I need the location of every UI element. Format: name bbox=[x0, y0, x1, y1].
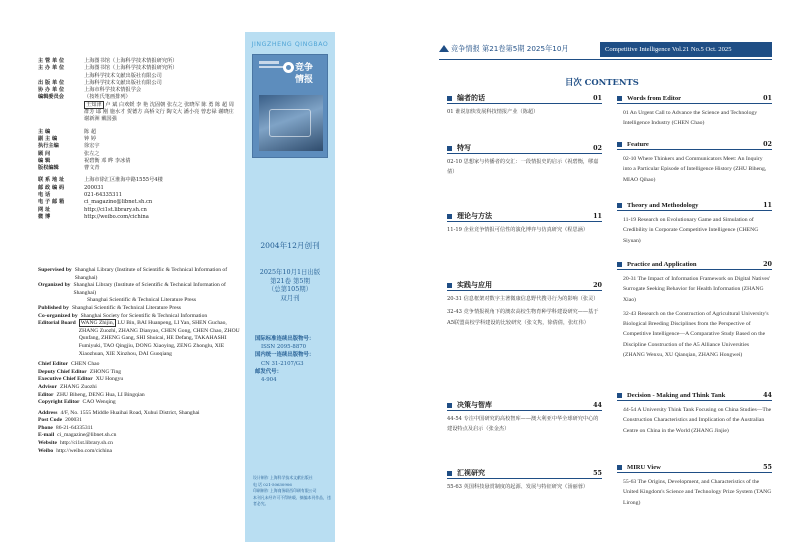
cn-label: 顾 问 bbox=[38, 150, 51, 157]
contents-page bbox=[405, 0, 810, 551]
section-title[interactable]: Words from Editor bbox=[627, 94, 682, 102]
board-other-members: 卢 斌 白欢媛 李 艳 沈固朝 张左之 张晓军 陈 勇 陈 超 周群芳 耶 刚 施水才 贺德方 高桥文行 陶文大 潘小亮 曾忠禄 谢晓庄 谢新洲 戴国强 bbox=[84, 101, 234, 123]
cn-value: ci_magazine@libnet.sh.cn bbox=[84, 199, 153, 206]
en-value: Shanghai Scientific & Technical Literature Press bbox=[71, 304, 181, 311]
cn-row bbox=[38, 87, 238, 94]
en-row bbox=[38, 267, 242, 282]
pub-date: 2025年10月1日出版 bbox=[259, 268, 321, 276]
en-row bbox=[38, 376, 242, 384]
cn-label: 微 博 bbox=[38, 213, 51, 220]
toc-section bbox=[447, 401, 602, 435]
toc-entry[interactable]: 02-10 思想家与传播者的交汇：一段情报史的启示（祝碧衡，缪嘉倩） bbox=[447, 159, 599, 176]
cn-label: 版权编辑 bbox=[38, 165, 59, 172]
cn-value: 021-64335311 bbox=[84, 192, 123, 199]
volume-issue: 第21卷 第5期 bbox=[270, 276, 310, 285]
en-label: Post Code bbox=[38, 417, 63, 424]
cn-value: 陈 超 bbox=[84, 128, 97, 135]
cn-value: （按姓氏笔画排列） bbox=[84, 94, 131, 101]
total-issue: （总第105期） bbox=[267, 285, 313, 294]
section-header bbox=[447, 144, 602, 154]
en-label: Executive Chief Editor bbox=[38, 376, 93, 383]
cn-row bbox=[38, 129, 238, 136]
section-header bbox=[617, 260, 772, 270]
cn-label: 出 版 单 位 bbox=[38, 79, 65, 86]
square-bullet-icon bbox=[617, 96, 622, 101]
cn-label: 副 主 编 bbox=[38, 135, 58, 142]
cn-row bbox=[38, 65, 238, 72]
toc-section bbox=[447, 94, 602, 117]
section-page: 11 bbox=[763, 201, 772, 209]
en-value: ZHANG Zuozhi bbox=[59, 383, 97, 390]
section-title[interactable]: 实践与应用 bbox=[457, 280, 492, 289]
square-bullet-icon bbox=[447, 214, 452, 219]
cn-row bbox=[38, 185, 238, 192]
cn-label bbox=[38, 73, 84, 80]
cn-value: http://weibo.com/cichina bbox=[84, 213, 149, 220]
section-header bbox=[447, 94, 602, 104]
cn-value: 上海科学技术文献出版社有限公司 bbox=[84, 79, 162, 86]
section-header bbox=[617, 140, 772, 150]
cn-row bbox=[38, 177, 238, 184]
section-page: 01 bbox=[763, 94, 772, 102]
cover-column bbox=[245, 32, 335, 542]
section-header bbox=[447, 469, 602, 479]
cn-board-row bbox=[38, 102, 238, 124]
cn-row bbox=[38, 73, 238, 80]
cn-label: 执行主编 bbox=[38, 143, 59, 150]
en-label: Editorial Board bbox=[38, 320, 76, 327]
toc-section bbox=[447, 144, 602, 178]
cover-thumbnail bbox=[252, 54, 328, 158]
cn-label: 联 系 地 址 bbox=[38, 177, 65, 184]
en-row bbox=[38, 448, 242, 456]
toc-section bbox=[617, 463, 772, 508]
en-value: CHEN Chao bbox=[71, 361, 100, 368]
en-row bbox=[38, 399, 242, 407]
en-row bbox=[38, 369, 242, 377]
cn-label bbox=[38, 102, 84, 124]
cover-footnote bbox=[253, 475, 333, 508]
square-bullet-icon bbox=[617, 142, 622, 147]
section-page: 02 bbox=[593, 144, 602, 152]
toc-entry[interactable]: 01 An Urgent Call to Advance the Science and Technology Intelligence Industry (CHEN Chao) bbox=[623, 110, 758, 127]
section-header bbox=[617, 391, 772, 401]
en-value: http://ci1st.library.sh.cn bbox=[59, 440, 113, 447]
toc-entry[interactable]: 32-43 Research on the Construction of Agricultural University's Biological Breeding Disciplines from the Perspective of Competitive Intelligence—A Comparative Study Based on the Discipline Construction of the A5 Alliance Universities (ZHANG Wenxu, XU Qianqian, ZHANG Hongwei) bbox=[623, 310, 769, 359]
cn-value: 祝碧衡 邓 晔 李冰倩 bbox=[84, 157, 131, 164]
section-title[interactable]: 编者的话 bbox=[457, 93, 485, 102]
toc-entry[interactable]: 44-54 A University Think Tank Focusing on China Studies—The Construction Characteristics and Implication of the Australian Centre on China in the World (ZHANG Jinjie) bbox=[623, 407, 772, 434]
cn-row bbox=[38, 158, 238, 165]
cn-value: 200031 bbox=[84, 184, 104, 191]
section-page: 44 bbox=[593, 401, 602, 409]
cn-row bbox=[38, 207, 238, 214]
en-value: CAO Wenqing bbox=[82, 399, 116, 406]
foot-line: 电 话 021-50630906 bbox=[253, 481, 292, 487]
square-bullet-icon bbox=[617, 203, 622, 208]
square-bullet-icon bbox=[447, 471, 452, 476]
section-title[interactable]: Decision - Making and Think Tank bbox=[627, 391, 726, 399]
cn-rows-2 bbox=[38, 129, 238, 173]
section-title[interactable]: 特写 bbox=[457, 143, 471, 152]
running-header-en: Competitive Intelligence Vol.21 No.5 Oct. 2025 bbox=[600, 42, 772, 57]
section-title[interactable]: 理论与方法 bbox=[457, 211, 492, 220]
en-row bbox=[38, 305, 242, 313]
frequency: 双月刊 bbox=[280, 293, 300, 302]
section-title[interactable]: MIRU View bbox=[627, 463, 661, 471]
toc-section bbox=[617, 201, 772, 246]
en-label: E-mail bbox=[38, 432, 55, 439]
cn-label: 邮 政 编 码 bbox=[38, 184, 65, 191]
board-first-member-en: WANG Zhijin, bbox=[80, 320, 115, 327]
toc-entry[interactable]: 01 谁说加快发展科技情报产业（陈超） bbox=[447, 109, 539, 115]
cn-value: 上海市徐汇区淮海中路1555号4楼 bbox=[84, 177, 163, 184]
cn-value: 曹文青 bbox=[84, 165, 100, 172]
en-row bbox=[38, 361, 242, 369]
running-header-cn bbox=[439, 44, 569, 54]
cn-rows-1 bbox=[38, 58, 238, 124]
cn-code-value: CN 31-2107/G3 bbox=[261, 360, 304, 367]
en-label: Advisor bbox=[38, 383, 57, 390]
journal-logo bbox=[283, 60, 323, 90]
toc-entry[interactable]: 11-19 Research on Evolutionary Game and Simulation of Credibility in Corporate Competitive Intelligence (CHENG Siyuan) bbox=[623, 217, 759, 244]
en-value: XU Hongyu bbox=[95, 376, 124, 383]
en-value: ZHU Biheng, DENG Hua, LI Bingqian bbox=[56, 391, 145, 398]
toc-section bbox=[447, 469, 602, 492]
cn-value: 徐宏宇 bbox=[84, 143, 100, 150]
toc-section bbox=[617, 391, 772, 436]
en-row bbox=[38, 392, 242, 400]
section-header bbox=[447, 281, 602, 291]
en-label: Co-organized by bbox=[38, 312, 78, 319]
toc-entry[interactable]: 20-31 信息框架对数字主著微康信息野代搜寻行为的影响（张灵） bbox=[447, 296, 599, 302]
issn-label: 国际标准连续出版物号： bbox=[255, 336, 315, 342]
square-bullet-icon bbox=[617, 465, 622, 470]
publication-codes bbox=[255, 335, 333, 384]
cn-row bbox=[38, 214, 238, 221]
cn-board-members bbox=[84, 102, 238, 124]
square-bullet-icon bbox=[447, 96, 452, 101]
logo-line-2: 情报 bbox=[295, 75, 314, 85]
en-row bbox=[38, 384, 242, 392]
en-row bbox=[38, 425, 242, 433]
toc-section bbox=[447, 281, 602, 328]
toc-entry[interactable]: 44-54 专注中国研究的高校智库——澳大利亚中华全球研究中心的建设特点及启示（张金杰） bbox=[447, 416, 599, 433]
section-title[interactable]: Theory and Methodology bbox=[627, 201, 699, 209]
en-label: Weibo bbox=[38, 447, 54, 454]
en-value: Shanghai Scientific & Technical Literature Press bbox=[87, 297, 197, 304]
en-value: Shanghai Society for Scientific & Technical Information bbox=[80, 312, 208, 319]
foot-line: 印刷制作 上海商务联西印刷有限公司 bbox=[253, 488, 317, 494]
section-title[interactable]: Feature bbox=[627, 140, 649, 148]
square-bullet-icon bbox=[447, 146, 452, 151]
cn-label: 电 话 bbox=[38, 192, 51, 199]
logo-circle-icon bbox=[283, 62, 294, 73]
toc-entry[interactable]: 02-10 Where Thinkers and Communicators Meet: An Inquiry into a Particular Episode of Intelligence History (ZHU Biheng, MIAO Qihao) bbox=[623, 156, 767, 183]
square-bullet-icon bbox=[447, 283, 452, 288]
en-value: 4/F, No. 1555 Middle Huaihai Road, Xuhui District, Shanghai bbox=[60, 409, 200, 416]
cn-value: 上海图书馆（上海科学技术情报研究所） bbox=[84, 58, 178, 64]
en-label: Organized by bbox=[38, 282, 71, 289]
header-triangle-icon bbox=[439, 45, 449, 52]
en-value: http://weibo.com/cichina bbox=[56, 447, 113, 454]
cn-label: 电 子 邮 箱 bbox=[38, 199, 65, 206]
issn-value: ISSN 2095-8870 bbox=[261, 344, 307, 351]
foot-line: 本刊凡未经许可不得转载、摘编本刊作品，违者必究。 bbox=[253, 494, 331, 507]
header-cn-text: 竞争情报 第21卷第5期 2025年10月 bbox=[451, 44, 569, 53]
en-row bbox=[38, 432, 242, 440]
section-header bbox=[617, 201, 772, 211]
cn-rows-3 bbox=[38, 177, 238, 221]
cn-value: 上海图书馆（上海科学技术情报研究所） bbox=[84, 65, 178, 72]
founded-date: 2004年12月创刊 bbox=[260, 241, 320, 250]
en-row bbox=[38, 410, 242, 418]
cn-value: 张左之 bbox=[84, 150, 100, 157]
cn-row bbox=[38, 199, 238, 206]
en-board-row bbox=[38, 320, 242, 358]
en-label: Chief Editor bbox=[38, 361, 68, 368]
en-value: 86-21-64335311 bbox=[55, 424, 94, 431]
en-value: ZHONG Ting bbox=[89, 368, 122, 375]
cover-photo bbox=[259, 95, 323, 151]
section-page: 20 bbox=[763, 260, 772, 268]
section-page: 44 bbox=[763, 391, 772, 399]
en-board-members bbox=[79, 320, 242, 358]
toc-entry[interactable]: 55-63 The Origins, Development, and Characteristics of the United Kingdom's Science and Technology Prize System (TANG Lirong) bbox=[623, 479, 772, 506]
en-label: Phone bbox=[38, 424, 53, 431]
toc-section bbox=[617, 260, 772, 360]
section-header bbox=[617, 94, 772, 104]
cn-label: 编辑委员会 bbox=[38, 94, 64, 101]
en-label: Address bbox=[38, 409, 58, 416]
cn-label: 编 辑 bbox=[38, 157, 51, 164]
square-bullet-icon bbox=[617, 393, 622, 398]
cn-row bbox=[38, 151, 238, 158]
toc-entry[interactable]: 55-63 英国科技悬赏制度的起源、发展与特征研究（汤丽蓉） bbox=[447, 484, 589, 490]
section-page: 20 bbox=[593, 281, 602, 289]
en-value: Shanghai Library (Institute of Scientific & Technical Information of Shanghai) bbox=[73, 282, 226, 296]
board-other-members-en: LU Bin, BAI Huanpeng, LI Yan, SHEN Guchao, ZHANG Zuozhi, ZHANG Dianyao, CHEN Gong, CHEN Chao, ZHOU Qunfang, ZHENG Gang, SHI Shuicai, HE Defang, TAKAHASHI Fumiyuki, TAO Qingjiu, DONG Xiaoying, ZENG Zhonglu, XIE Xiaozhuan, XIE Xinzhou, DAI Guoqiang bbox=[78, 320, 240, 357]
toc-section bbox=[617, 140, 772, 185]
foot-line: 设计制作 上海科学技术文献出版社 bbox=[253, 475, 313, 480]
header-divider bbox=[439, 59, 772, 60]
logo-line-1: 竞争 bbox=[295, 63, 314, 73]
section-title[interactable]: 汇视研究 bbox=[457, 468, 485, 477]
en-row bbox=[38, 297, 242, 305]
cn-row bbox=[38, 94, 238, 101]
toc-section bbox=[617, 94, 772, 129]
en-label: Supervised by bbox=[38, 267, 72, 273]
postal-value: 4-904 bbox=[261, 377, 277, 384]
section-page: 11 bbox=[593, 212, 602, 220]
cn-row bbox=[38, 165, 238, 172]
toc-section bbox=[447, 212, 602, 235]
cn-value: http://ci1st.library.sh.cn bbox=[84, 206, 147, 213]
en-label: Editor bbox=[38, 391, 54, 398]
section-page: 55 bbox=[593, 469, 602, 477]
square-bullet-icon bbox=[617, 262, 622, 267]
en-label: Website bbox=[38, 440, 57, 447]
cn-label: 网 址 bbox=[38, 206, 51, 213]
section-header bbox=[447, 212, 602, 222]
en-row bbox=[38, 440, 242, 448]
toc-entry[interactable]: 11-19 企业竞争情报可信性的演化博弈与仿真研究（程思涵） bbox=[447, 227, 589, 233]
section-page: 55 bbox=[763, 463, 772, 471]
cover-strip bbox=[259, 61, 279, 64]
cn-row bbox=[38, 136, 238, 143]
en-value: Shanghai Library (Institute of Scientific & Technical Information of Shanghai) bbox=[74, 267, 228, 281]
en-label: Copyright Editor bbox=[38, 399, 80, 406]
section-title[interactable]: 决策与智库 bbox=[457, 400, 492, 409]
square-bullet-icon bbox=[447, 403, 452, 408]
section-header bbox=[617, 463, 772, 473]
en-row bbox=[38, 282, 242, 297]
section-page: 02 bbox=[763, 140, 772, 148]
postal-label: 邮发代号： bbox=[255, 368, 282, 375]
cn-label: 主 办 单 位 bbox=[38, 65, 65, 72]
publication-info bbox=[245, 268, 335, 302]
cover-pinyin: JINGZHENG QINGBAO bbox=[251, 41, 329, 48]
board-first-member: 王知津 bbox=[86, 101, 102, 108]
en-row bbox=[38, 417, 242, 425]
en-value: 200031 bbox=[65, 417, 82, 424]
toc-entry[interactable]: 20-31 The Impact of Information Framework on Digital Natives' Surrogate Seeking Behavior for Health Information (ZHANG Xiao) bbox=[623, 276, 771, 303]
cn-code-label: 国内统一连续出版物号： bbox=[255, 352, 315, 359]
cn-value: 钟 婷 bbox=[84, 135, 97, 142]
toc-title: 目次 CONTENTS bbox=[565, 77, 639, 87]
cn-label: 主 编 bbox=[38, 128, 51, 135]
section-title[interactable]: Practice and Application bbox=[627, 260, 697, 268]
cn-label: 主 管 单 位 bbox=[38, 58, 65, 64]
cn-label: 协 办 单 位 bbox=[38, 87, 65, 94]
section-header bbox=[447, 401, 602, 411]
en-label bbox=[38, 297, 84, 305]
en-label: Deputy Chief Editor bbox=[38, 368, 87, 375]
masthead-cn bbox=[38, 58, 238, 221]
cn-value: 上海科学技术文献出版社有限公司 bbox=[84, 72, 162, 79]
section-page: 01 bbox=[593, 94, 602, 102]
en-label: Published by bbox=[38, 304, 69, 311]
cn-value: 上海市科学技术情报学会 bbox=[84, 87, 142, 94]
en-value: ci_magazine@libnet.sh.cn bbox=[57, 432, 117, 439]
cn-row bbox=[38, 143, 238, 150]
toc-entry[interactable]: 32-43 竞争情报视角下的澳农高校生物育种学科建设研究——基于A5联盟高校学科建设的比较研究（张文隽，徐倩倩，张红伟） bbox=[447, 309, 599, 326]
masthead-en bbox=[38, 267, 242, 455]
